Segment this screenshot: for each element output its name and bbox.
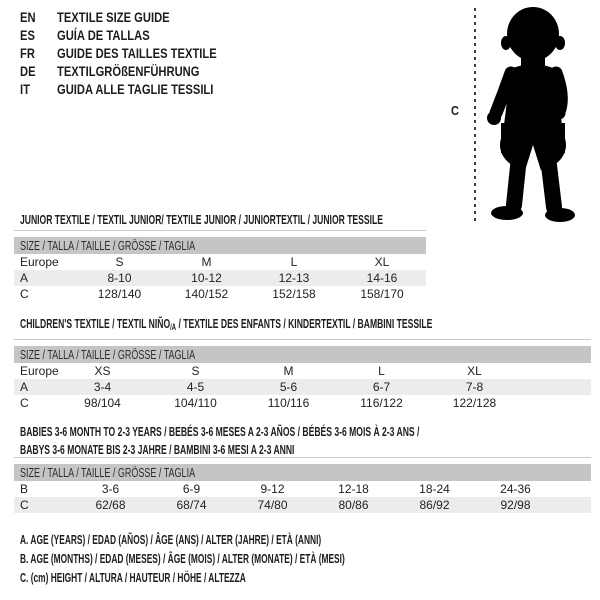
age-cell: 14-16 xyxy=(366,271,398,285)
language-code: FR xyxy=(20,45,35,61)
table-row xyxy=(14,481,591,497)
size-cell: XL xyxy=(467,364,482,378)
language-code: EN xyxy=(20,9,36,25)
size-header-row xyxy=(14,346,591,363)
junior-size-table xyxy=(14,230,426,302)
size-cell: L xyxy=(378,364,385,378)
height-cell: 110/116 xyxy=(267,396,310,410)
height-cell: 80/86 xyxy=(338,498,369,512)
language-row-fr xyxy=(20,44,257,62)
language-label: TEXTILGRÖßENFÜHRUNG xyxy=(57,63,200,79)
spacer-cell xyxy=(521,363,591,379)
row-label: C xyxy=(20,396,29,410)
size-cell: M xyxy=(283,364,294,378)
nino-a-subscript: /A xyxy=(170,322,177,332)
legend-line-b: B. AGE (MONTHS) / EDAD (MESES) / ÂGE (MOIS) / ALTER (MONATE) / ETÀ (MESI) xyxy=(20,552,345,566)
height-cell: 86/92 xyxy=(419,498,450,512)
row-label: A xyxy=(20,380,29,394)
table-row xyxy=(14,497,591,513)
size-header-cell: SIZE / TALLA / TAILLE / GRÖSSE / TAGLIA xyxy=(14,464,591,481)
size-header-cell: SIZE / TALLA / TAILLE / GRÖSSE / TAGLIA xyxy=(14,346,591,363)
language-title-list xyxy=(20,8,257,98)
age-cell: 4-5 xyxy=(186,380,205,394)
row-label: Europe xyxy=(20,255,59,269)
language-code: ES xyxy=(20,27,35,43)
size-cell: S xyxy=(115,255,124,269)
row-label: Europe xyxy=(20,364,59,378)
table-top-rule xyxy=(14,230,426,231)
language-row-en xyxy=(20,8,257,26)
language-row-it xyxy=(20,80,257,98)
baby-silhouette-icon xyxy=(478,5,595,228)
height-cell: 104/110 xyxy=(174,396,217,410)
height-cell: 68/74 xyxy=(176,498,207,512)
height-cell: 98/104 xyxy=(84,396,121,410)
junior-section-title: JUNIOR TEXTILE / TEXTIL JUNIOR/ TEXTILE JUNIOR / JUNIORTEXTIL / JUNIOR TESSILE xyxy=(20,212,383,227)
size-cell: M xyxy=(201,255,212,269)
age-cell: 18-24 xyxy=(419,482,450,496)
size-header-cell: SIZE / TALLA / TAILLE / GRÖSSE / TAGLIA xyxy=(14,237,426,254)
language-row-es xyxy=(20,26,257,44)
spacer-cell xyxy=(556,497,591,513)
spacer-cell xyxy=(556,481,591,497)
age-cell: 5-6 xyxy=(279,380,298,394)
language-code: DE xyxy=(20,63,36,79)
language-code: IT xyxy=(20,81,30,97)
size-cell: L xyxy=(290,255,298,269)
size-header-row xyxy=(14,464,591,481)
height-cell: 92/98 xyxy=(500,498,531,512)
age-cell: 24-36 xyxy=(500,482,531,496)
size-header-row xyxy=(14,237,426,254)
age-cell: 7-8 xyxy=(465,380,484,394)
language-label: TEXTILE SIZE GUIDE xyxy=(57,9,170,25)
spacer-cell xyxy=(521,379,591,395)
table-row xyxy=(14,379,591,395)
language-label: GUÍA DE TALLAS xyxy=(57,27,150,43)
table-top-rule xyxy=(14,339,591,340)
age-cell: 8-10 xyxy=(107,271,132,285)
children-section-title: CHILDREN'S TEXTILE / TEXTIL NIÑO/A / TEXTILE DES ENFANTS / KINDERTEXTIL / BAMBINI TESSILE xyxy=(20,316,433,332)
size-cell: XS xyxy=(94,364,111,378)
row-label: B xyxy=(20,482,29,496)
age-cell: 6-7 xyxy=(372,380,391,394)
table-row xyxy=(14,395,591,411)
legend xyxy=(20,531,505,588)
height-cell: 152/158 xyxy=(272,287,316,301)
language-label: GUIDA ALLE TAGLIE TESSILI xyxy=(57,81,214,97)
size-cell: S xyxy=(191,364,200,378)
table-top-rule xyxy=(14,457,591,458)
table-row xyxy=(14,254,426,270)
age-cell: 3-6 xyxy=(101,482,120,496)
age-cell: 9-12 xyxy=(260,482,285,496)
height-dashed-line xyxy=(474,8,476,222)
height-cell: 140/152 xyxy=(184,287,229,301)
height-cell: 158/170 xyxy=(360,287,404,301)
height-measure-label: C xyxy=(451,103,459,118)
table-row xyxy=(14,363,591,379)
legend-line-c: C. (cm) HEIGHT / ALTURA / HAUTEUR / HÖHE / ALTEZZA xyxy=(20,571,246,585)
height-cell: 62/68 xyxy=(95,498,126,512)
table-row xyxy=(14,286,426,302)
table-row xyxy=(14,270,426,286)
language-row-de xyxy=(20,62,257,80)
row-label: C xyxy=(20,498,29,512)
language-label: GUIDE DES TAILLES TEXTILE xyxy=(57,45,217,61)
row-label: A xyxy=(20,271,29,285)
legend-line-a: A. AGE (YEARS) / EDAD (AÑOS) / ÂGE (ANS) / ALTER (JAHRE) / ETÀ (ANNI) xyxy=(20,533,322,547)
age-cell: 12-13 xyxy=(278,271,310,285)
age-cell: 10-12 xyxy=(191,271,222,285)
row-label: C xyxy=(20,287,29,301)
age-cell: 12-18 xyxy=(338,482,369,496)
age-cell: 3-4 xyxy=(93,380,112,394)
age-cell: 6-9 xyxy=(182,482,201,496)
children-size-table xyxy=(14,339,591,411)
height-cell: 122/128 xyxy=(452,396,497,410)
height-cell: 128/140 xyxy=(97,287,142,301)
babies-section-title: BABIES 3-6 MONTH TO 2-3 YEARS / BEBÉS 3-6 MESES A 2-3 AÑOS / BÉBÉS 3-6 MOIS À 2-3 ANS / BABYS 3-6 MONATE BIS 2-3 JAHRE / BAMBINI 3-6 MESI A 2-3 ANNI xyxy=(20,424,420,457)
babies-size-table xyxy=(14,457,591,513)
height-cell: 116/122 xyxy=(360,396,403,410)
size-cell: XL xyxy=(374,255,390,269)
height-cell: 74/80 xyxy=(257,498,288,512)
spacer-cell xyxy=(521,395,591,411)
